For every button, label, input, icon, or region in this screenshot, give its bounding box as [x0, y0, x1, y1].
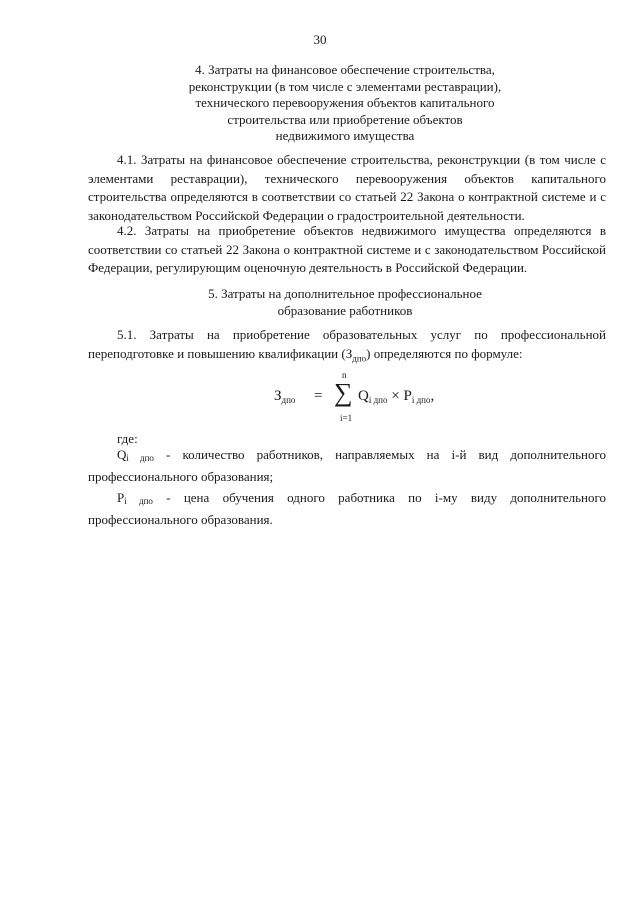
heading-line: технического перевооружения объектов капитального	[195, 95, 495, 110]
definition-q	[88, 446, 606, 486]
symbol-subscript: i дпо	[124, 496, 153, 506]
paragraph-5-1	[88, 326, 606, 368]
formula-symbol: Q	[358, 388, 369, 404]
definition-line: профессионального образования;	[88, 468, 274, 484]
section-5-heading	[150, 286, 540, 319]
subscript: дпо	[352, 353, 367, 364]
paragraph-4-1	[88, 151, 606, 225]
formula-subscript: дпо	[281, 395, 296, 405]
formula-comma: ,	[430, 388, 435, 404]
definition-text: - цена обучения одного работника по i-му виду дополнительного	[166, 490, 606, 505]
symbol-letter: Q	[117, 447, 127, 462]
definition-line	[88, 489, 606, 511]
paragraph-line: Федерации, регулирующим оценочную деятельность в Российской Федерации.	[88, 260, 528, 275]
definition-p	[88, 489, 606, 529]
formula-equals: =	[314, 388, 323, 404]
sum-lower-limit: i=1	[340, 413, 353, 423]
definition-line: профессионального образования.	[88, 511, 273, 527]
paragraph-line: строительства определяются в соответствии со статьей 22 Закона о контрактной системе и с	[88, 189, 606, 204]
paragraph-line: 4.2. Затраты на приобретение объектов недвижимого имущества определяются в	[117, 223, 606, 238]
sum-upper-limit: n	[342, 370, 347, 380]
paragraph-line: соответствии со статьей 22 Закона о контрактной системе и с законодательством Российской	[88, 241, 606, 257]
definition-symbol	[117, 447, 154, 462]
where-label: где:	[117, 431, 138, 446]
definition-symbol	[117, 490, 153, 505]
definition-line	[88, 446, 606, 468]
paragraph-4-2	[88, 222, 606, 278]
paragraph-line	[88, 345, 606, 368]
formula-times: ×	[391, 388, 400, 404]
formula-lhs	[274, 388, 295, 405]
paragraph-line: законодательством Российской Федерации о градостроительной деятельности.	[88, 207, 525, 223]
formula-subscript: i дпо	[368, 395, 388, 405]
heading-line: строительства или приобретение объектов	[227, 111, 463, 127]
paragraph-text: переподготовке и повышению квалификации (З	[88, 345, 353, 361]
heading-line: 5. Затраты на дополнительное профессиональное	[208, 286, 482, 301]
symbol-subscript: i дпо	[126, 453, 154, 463]
paragraph-line: элементами реставрации), технического перевооружения объектов капитального	[88, 170, 606, 186]
paragraph-text: ) определяются по формуле:	[366, 345, 523, 361]
sum-sign: ∑	[334, 378, 353, 407]
formula-symbol: P	[403, 388, 412, 404]
definition-text: - количество работников, направляемых на i-й вид дополнительного	[166, 447, 606, 462]
paragraph-line: 4.1. Затраты на финансовое обеспечение строительства, реконструкции (в том числе с	[117, 152, 606, 167]
formula-symbol: З	[274, 388, 282, 404]
symbol-letter: P	[117, 490, 125, 505]
heading-line: реконструкции (в том числе с элементами реставрации),	[188, 78, 502, 94]
heading-line: недвижимого имущества	[275, 128, 415, 143]
heading-line: 4. Затраты на финансовое обеспечение строительства,	[195, 62, 495, 77]
heading-line: образование работников	[277, 302, 413, 318]
formula-rhs	[358, 388, 434, 405]
paragraph-line: 5.1. Затраты на приобретение образовательных услуг по профессиональной	[117, 327, 606, 342]
formula-subscript: i дпо	[411, 395, 431, 405]
section-4-heading	[150, 62, 540, 145]
page-number: 30	[313, 32, 327, 47]
